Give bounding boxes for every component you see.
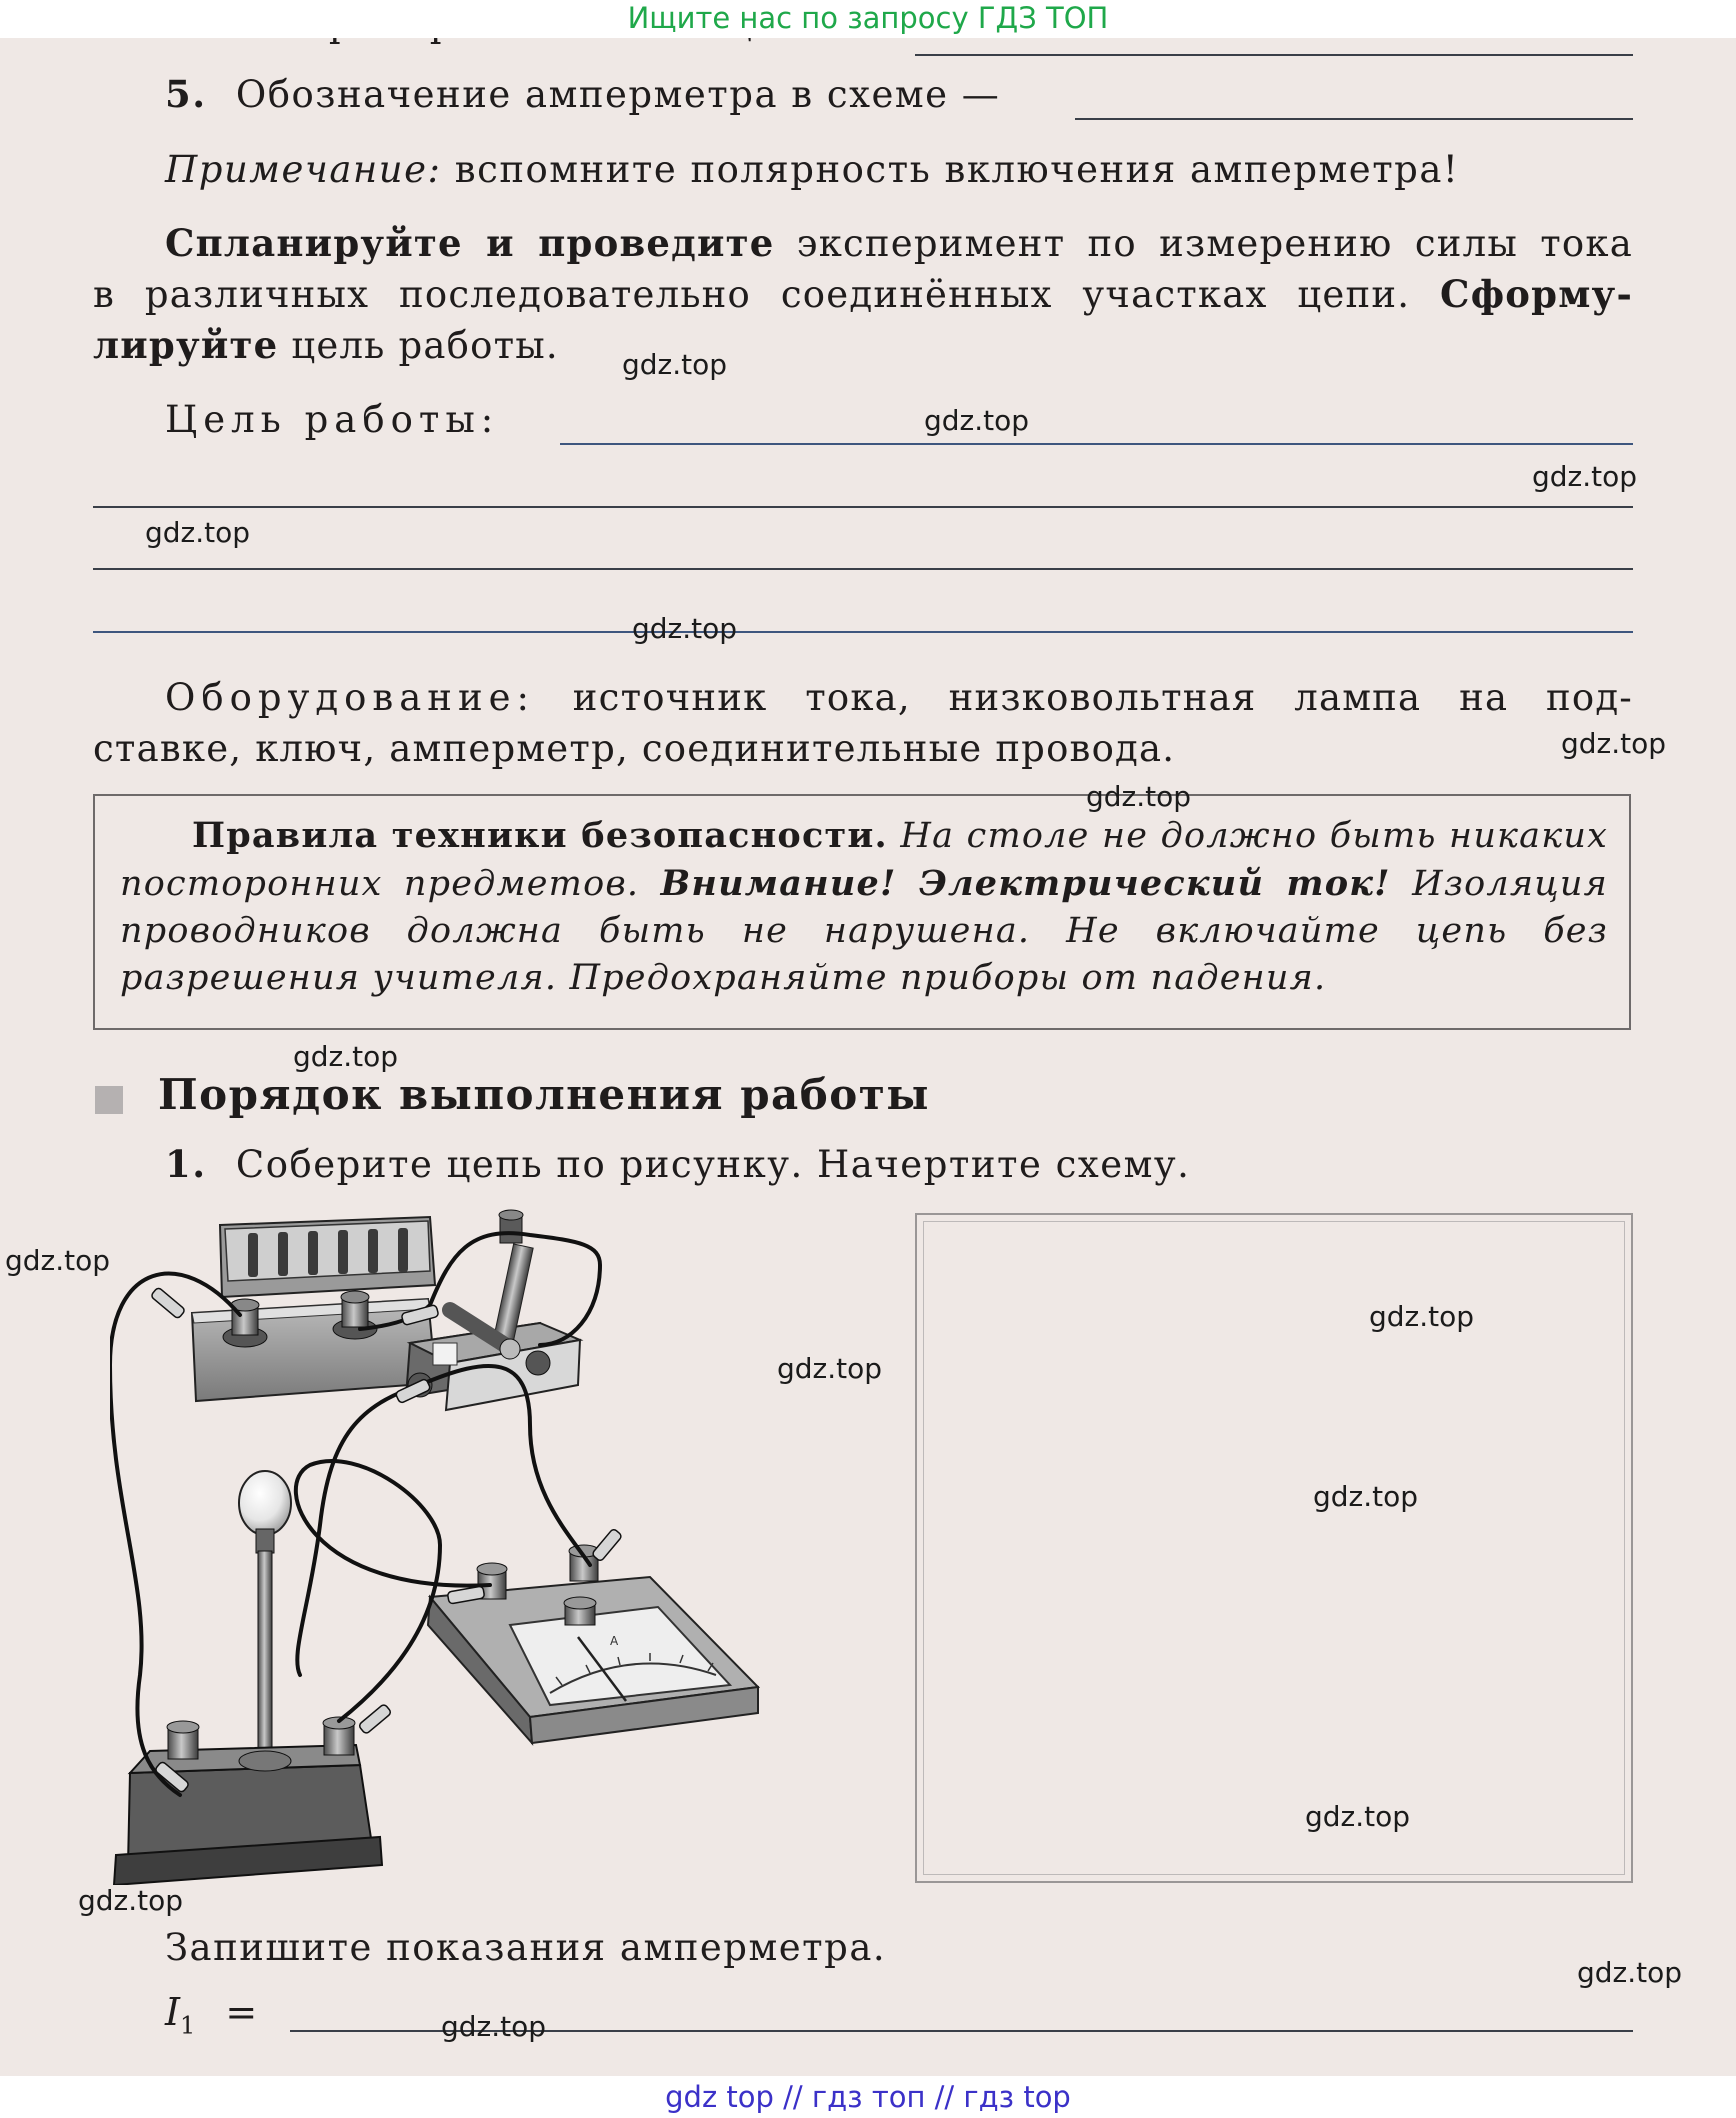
safety-warning: Внимание! Электрический ток! [660,863,1391,904]
goal-line-3[interactable] [93,568,1633,570]
task-bold-2b: лируйте [93,323,279,367]
item4-answer-line [915,54,1633,56]
task-paragraph [93,218,1633,371]
watermark: gdz.top [777,1352,883,1385]
goal-line-4[interactable] [93,631,1633,633]
equipment-line-1: источник тока, низковольтная лампа на под- [572,676,1634,719]
watermark: gdz.top [1561,727,1667,760]
task-text-3: цель работы. [291,324,559,367]
goal-line-1[interactable] [560,443,1633,445]
note-label: Примечание: [165,148,442,191]
task-text-2: в различных последовательно соединённых участках цепи. [93,273,1411,316]
lamp-icon [114,1471,382,1885]
i1-label [165,1990,257,2040]
task-bold-2a: Сформу- [1440,272,1633,316]
watermark: gdz.top [924,404,1030,437]
safety-sentence-1: На столе не должно быть никаких посторонних предметов. [120,816,1609,904]
goal-label: Цель работы: [165,398,500,441]
procedure-title: Порядок выполнения работы [158,1070,930,1119]
watermark: gdz.top [78,1884,184,1917]
watermark: gdz.top [1369,1300,1475,1333]
watermark: gdz.top [441,2010,547,2043]
i1-subscript: 1 [180,2011,196,2040]
task-text-1: эксперимент по измерению силы тока [796,222,1633,265]
i1-equals: = [225,1990,258,2034]
watermark: gdz.top [1577,1956,1683,1989]
safety-text [120,812,1608,1002]
item-5 [165,72,1000,116]
ammeter-icon [428,1545,758,1743]
watermark: gdz.top [1532,460,1638,493]
note-text: вспомните полярность включения амперметра! [454,148,1460,191]
circuit-illustration [110,1205,770,1885]
note [165,148,1459,191]
watermark: gdz.top [1305,1800,1411,1833]
ammeter-dial-label: A [610,1634,619,1648]
current-source-icon [192,1217,436,1401]
watermark: gdz.top [1313,1480,1419,1513]
schematic-drawing-box-inner [923,1221,1625,1875]
i1-symbol: I [165,1990,181,2034]
watermark: gdz.top [622,348,728,381]
equipment-line-2: ставке, ключ, амперметр, соединительные провода. [93,727,1176,770]
record-text: Запишите показания амперметра. [165,1926,887,1969]
watermark: gdz.top [293,1040,399,1073]
watermark: gdz.top [145,516,251,549]
goal-line-2[interactable] [93,506,1633,508]
section-marker-icon [95,1086,123,1114]
step-1 [165,1142,1190,1186]
equipment-paragraph [93,672,1633,774]
watermark: gdz.top [5,1244,111,1277]
safety-sentence-3: Изоляция проводников должна быть не нарушена. Не включайте цепь без разрешения учителя. Предохраняйте приборы от падения. [120,864,1609,998]
watermark: gdz.top [632,612,738,645]
item5-answer-line [1075,118,1633,120]
equipment-label: Оборудование: [165,676,535,719]
task-bold-1: Спланируйте и проведите [165,221,775,265]
bottom-banner[interactable]: gdz top // гдз топ // гдз top [0,2076,1736,2118]
top-banner[interactable]: Ищите нас по запросу ГДЗ ТОП [0,0,1736,38]
item-5-text: Обозначение амперметра в схеме — [235,73,1001,116]
step-1-number: 1. [165,1142,207,1186]
item-5-number: 5. [165,72,207,116]
watermark: gdz.top [1086,780,1192,813]
safety-title: Правила техники безопасности. [192,815,888,856]
step-1-text: Соберите цепь по рисунку. Начертите схему. [235,1143,1191,1186]
